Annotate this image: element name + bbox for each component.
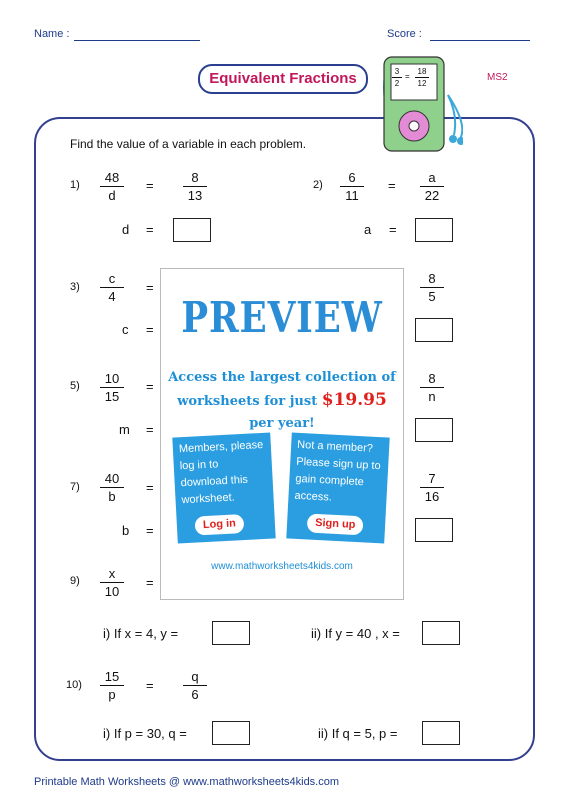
signup-card (286, 433, 389, 544)
problem-9-number: 9) (70, 575, 80, 587)
signup-button[interactable]: Sign up (307, 513, 364, 535)
problem-2-answer-box[interactable] (415, 218, 453, 242)
worksheet-code: MS2 (487, 72, 508, 83)
problem-9-ii-answer-box[interactable] (422, 621, 460, 645)
problem-10-i-answer-box[interactable] (212, 721, 250, 745)
problem-1-right-fraction: 8 13 (183, 170, 207, 203)
login-button[interactable]: Log in (194, 514, 244, 536)
problem-1-equals: = (146, 178, 154, 193)
problem-5-variable: m (119, 422, 130, 437)
problem-10-part-i: i) If p = 30, q = (103, 726, 187, 741)
problem-3-left-fraction: c 4 (100, 271, 124, 304)
problem-10-right-fraction: q 6 (183, 669, 207, 702)
problem-5-number: 5) (70, 380, 80, 392)
problem-8-right-fraction: 7 16 (420, 471, 444, 504)
problem-3-equals: = (146, 280, 154, 295)
problem-9-equals: = (146, 575, 154, 590)
problem-1-answer-box[interactable] (173, 218, 211, 242)
problem-2-left-fraction: 6 11 (340, 170, 364, 203)
problem-6-right-fraction: 8 n (420, 371, 444, 404)
problem-7-var-equals: = (146, 523, 154, 538)
problem-2-variable: a (364, 222, 372, 237)
problem-7-variable: b (122, 523, 130, 538)
problem-10-part-ii: ii) If q = 5, p = (318, 726, 398, 741)
name-label: Name : (34, 28, 70, 40)
problem-10-ii-answer-box[interactable] (422, 721, 460, 745)
problem-3-number: 3) (70, 281, 80, 293)
preview-line-1: Access the largest collection of (168, 370, 396, 385)
problem-1-variable: d (122, 222, 130, 237)
problem-9-part-i: i) If x = 4, y = (103, 626, 179, 641)
problem-4-right-fraction: 8 5 (420, 271, 444, 304)
problem-2-equals: = (388, 178, 396, 193)
problem-10-number: 10) (66, 679, 82, 691)
footer-text: Printable Math Worksheets @ www.mathworksheets4kids.com (34, 776, 340, 788)
preview-line-2: worksheets for just (177, 394, 318, 409)
score-line[interactable] (430, 40, 530, 41)
problem-9-part-ii: ii) If y = 40 , x = (311, 626, 400, 641)
problem-3-var-equals: = (146, 322, 154, 337)
members-card (172, 433, 275, 544)
problem-2-number: 2) (313, 179, 323, 191)
problem-1-number: 1) (70, 179, 80, 191)
problem-6-answer-box[interactable] (415, 418, 453, 442)
preview-url-link[interactable]: www.mathworksheets4kids.com (211, 561, 353, 572)
name-line[interactable] (74, 40, 200, 41)
members-card-text: Members, please log in to download this worksheet. (178, 438, 264, 507)
problem-7-left-fraction: 40 b (100, 471, 124, 504)
problem-1-left-fraction: 48 d (100, 170, 124, 203)
problem-5-var-equals: = (146, 422, 154, 437)
preview-overlay (160, 268, 404, 600)
instruction: Find the value of a variable in each problem. (70, 137, 307, 151)
player-fraction-left: 3 2 (392, 67, 402, 88)
problem-9-i-answer-box[interactable] (212, 621, 250, 645)
player-fraction-right: 18 12 (415, 67, 429, 88)
page-title: Equivalent Fractions (198, 64, 368, 94)
player-equals: = (405, 72, 410, 81)
problem-10-left-fraction: 15 p (100, 669, 124, 702)
problem-2-right-fraction: a 22 (420, 170, 444, 203)
problem-7-number: 7) (70, 481, 80, 493)
problem-7-equals: = (146, 480, 154, 495)
problem-2-var-equals: = (389, 222, 397, 237)
signup-card-text: Not a member? Please sign up to gain complete access. (294, 438, 381, 504)
score-label: Score : (387, 28, 422, 40)
problem-8-answer-box[interactable] (415, 518, 453, 542)
preview-line-2-end: per year! (249, 416, 315, 431)
problem-4-answer-box[interactable] (415, 318, 453, 342)
problem-3-variable: c (122, 322, 129, 337)
problem-9-left-fraction: x 10 (100, 566, 124, 599)
preview-subtitle (167, 367, 397, 435)
problem-5-equals: = (146, 379, 154, 394)
problem-1-var-equals: = (146, 222, 154, 237)
problem-5-left-fraction: 10 15 (100, 371, 124, 404)
preview-price: $19.95 (321, 390, 387, 410)
preview-title: PREVIEW (181, 293, 383, 342)
problem-10-equals: = (146, 678, 154, 693)
